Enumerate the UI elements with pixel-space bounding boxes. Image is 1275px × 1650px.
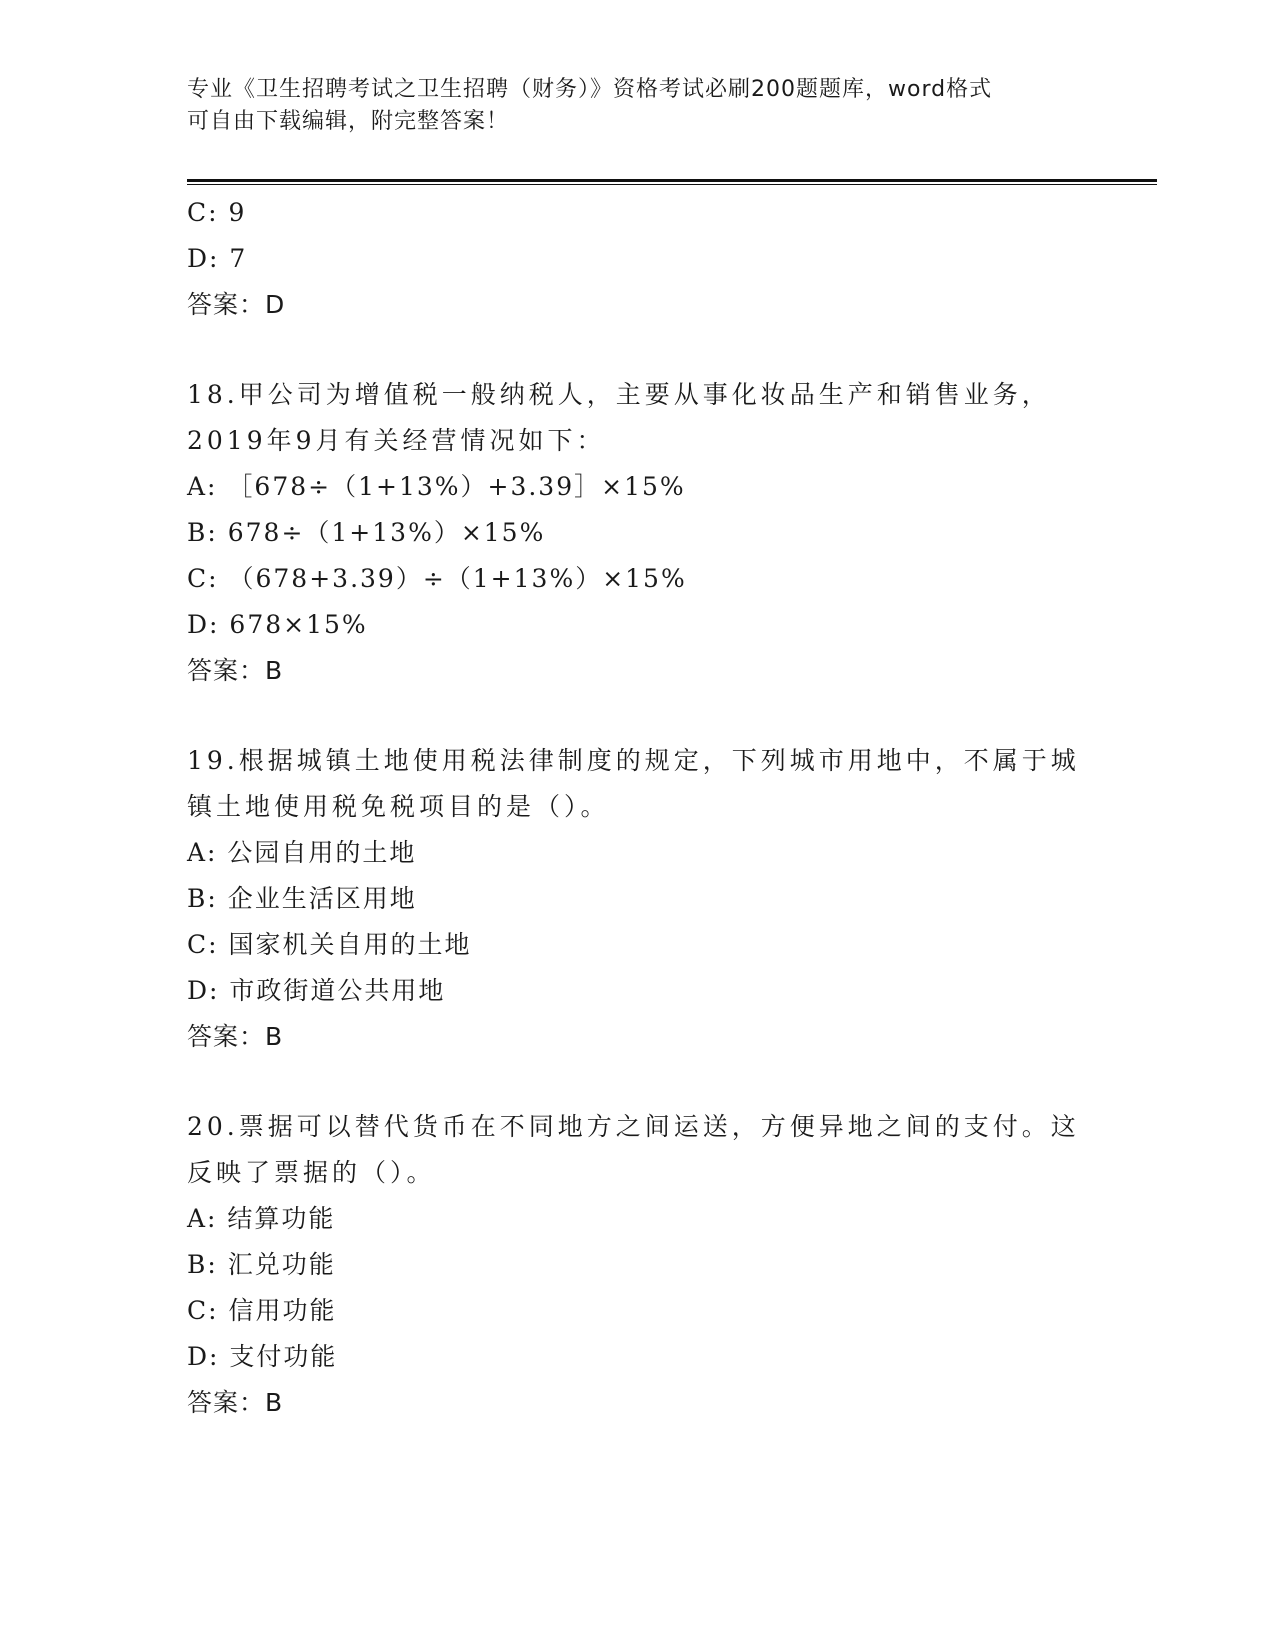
answer-line: 答案：B (187, 1022, 284, 1051)
spacer (187, 328, 1087, 372)
question-18 (187, 372, 1087, 694)
option-d: D: 支付功能 (187, 1342, 338, 1371)
question-text-line-1: 18.甲公司为增值税一般纳税人，主要从事化妆品生产和销售业务， (187, 380, 1051, 409)
header-line-2: 可自由下载编辑，附完整答案！ (187, 109, 510, 134)
option-c: C: 9 (187, 198, 247, 227)
question-content (187, 190, 1087, 1426)
answer-line: 答案：B (187, 1388, 284, 1417)
question-20 (187, 1104, 1087, 1426)
answer-line: 答案：D (187, 290, 286, 319)
option-a: A: 公园自用的土地 (187, 838, 417, 867)
header-rule-thin (187, 184, 1157, 185)
question-text-line-1: 19.根据城镇土地使用税法律制度的规定，下列城市用地中，不属于城 (187, 746, 1080, 775)
option-c: C: （678+3.39）÷（1+13%）×15% (187, 564, 687, 593)
answer-line: 答案：B (187, 656, 284, 685)
option-a: A: 结算功能 (187, 1204, 336, 1233)
option-d: D: 678×15% (187, 610, 368, 639)
header-rule-thick (187, 179, 1157, 182)
prev-question (187, 190, 1087, 328)
option-d: D: 7 (187, 244, 248, 273)
question-text-line-2: 镇土地使用税免税项目的是（）。 (187, 792, 610, 821)
option-c: C: 信用功能 (187, 1296, 337, 1325)
question-19 (187, 738, 1087, 1060)
spacer (187, 1060, 1087, 1104)
header-line-1: 专业《卫生招聘考试之卫生招聘（财务）》资格考试必刷200题题库，word格式 (187, 77, 993, 102)
option-d: D: 市政街道公共用地 (187, 976, 446, 1005)
option-b: B: 汇兑功能 (187, 1250, 336, 1279)
option-b: B: 678÷（1+13%）×15% (187, 518, 546, 547)
option-b: B: 企业生活区用地 (187, 884, 417, 913)
question-text-line-2: 2019年9月有关经营情况如下： (187, 426, 606, 455)
option-c: C: 国家机关自用的土地 (187, 930, 472, 959)
document-header (187, 74, 1067, 138)
question-text-line-1: 20.票据可以替代货币在不同地方之间运送，方便异地之间的支付。这 (187, 1112, 1080, 1141)
question-text-line-2: 反映了票据的（）。 (187, 1158, 436, 1187)
option-a: A: ［678÷（1+13%）+3.39］×15% (187, 472, 686, 501)
spacer (187, 694, 1087, 738)
